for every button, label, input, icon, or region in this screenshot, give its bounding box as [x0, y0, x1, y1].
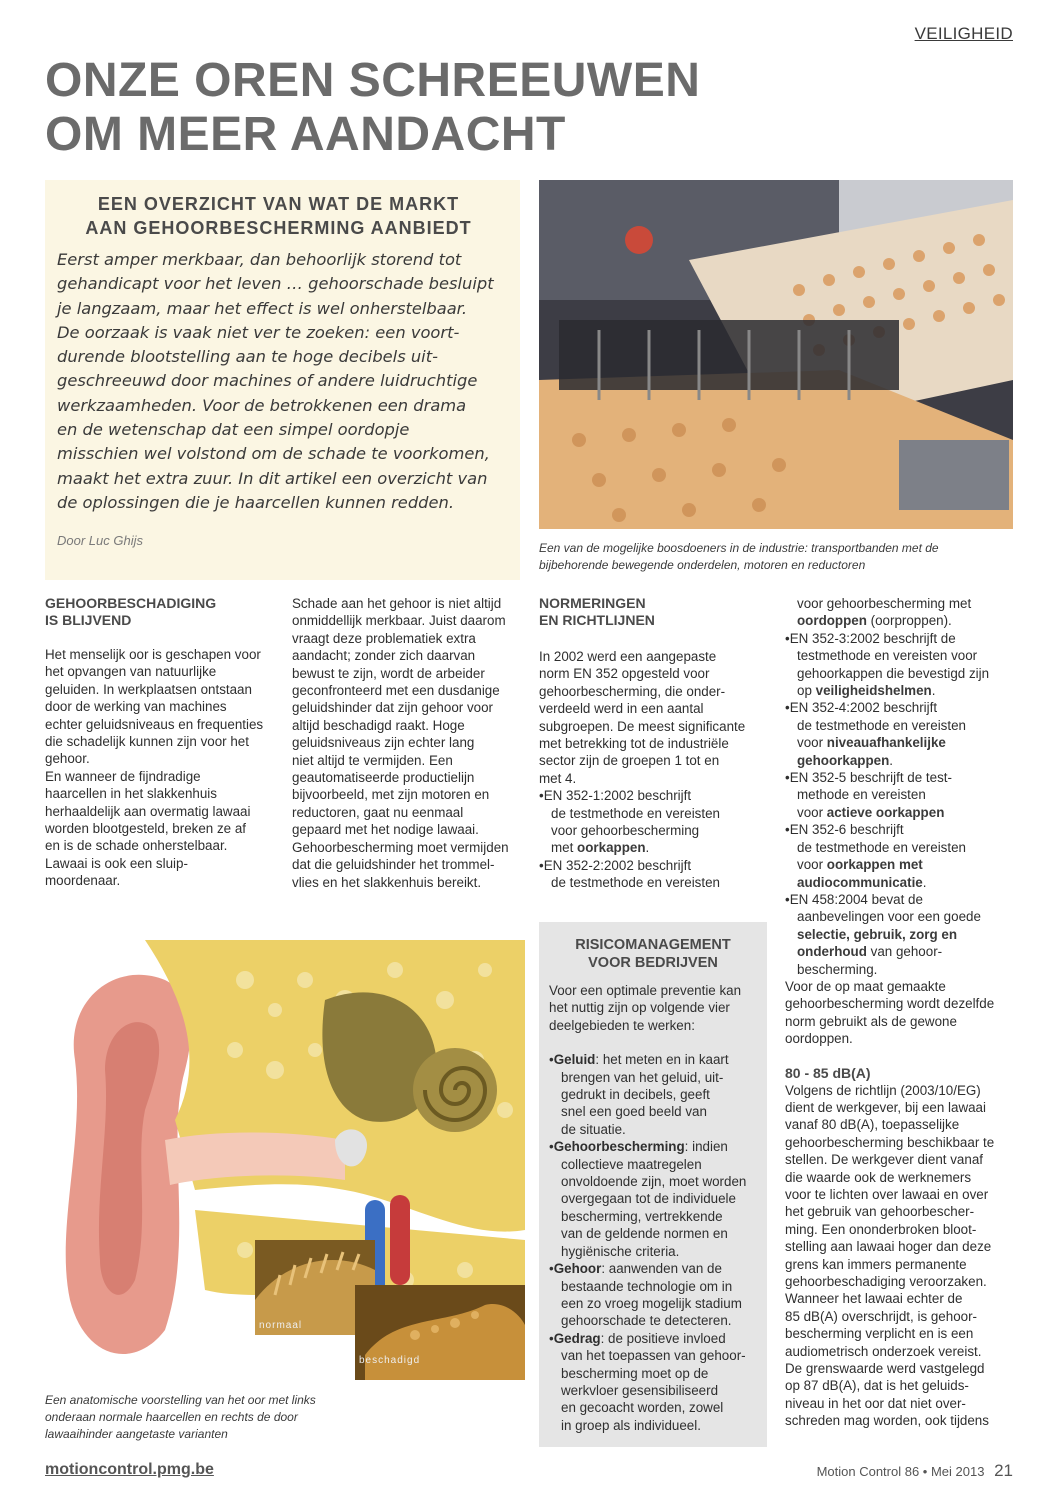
text-line: op 87 dB(A), dat is het geluids-	[785, 1378, 969, 1394]
caption-line: Een anatomische voorstelling van het oor met links	[45, 1393, 316, 1407]
list-item-line: de testmethode en vereisten	[551, 875, 720, 891]
list-item-line	[785, 804, 1015, 821]
footer-info	[817, 1461, 1013, 1481]
list-item-line: de testmethode en vereisten	[551, 805, 720, 821]
bold-term: oordoppen	[797, 613, 867, 629]
text-fragment: : het meten en in kaart	[595, 1052, 729, 1068]
text-line: geluiden. In werkplaatsen ontstaan	[45, 681, 252, 697]
intro-heading-line: EEN OVERZICHT VAN WAT DE MARKT	[97, 194, 460, 214]
column-3	[539, 595, 769, 892]
website-link[interactable]: motioncontrol.pmg.be	[45, 1461, 214, 1478]
image-label: normaal	[259, 1320, 303, 1331]
text-line: worden blootgesteld, breken ze af	[45, 821, 246, 837]
text-line: audiometrisch onderzoek vereist.	[785, 1343, 982, 1359]
list-item-line: werkvloer gesensibiliseerd	[561, 1382, 719, 1398]
text-line: vanaf 80 dB(A), toepasselijke	[785, 1117, 960, 1133]
intro-line: en de wetenschap dat een simpel oordopje	[57, 420, 410, 440]
list-item-line: collectieve maatregelen	[561, 1156, 702, 1172]
list-item: •EN 352-5 beschrijft de test-	[785, 770, 952, 786]
text-line: gehoorbescherming wordt dezelfde	[785, 996, 995, 1012]
text-line: Schade aan het gehoor is niet altijd	[292, 596, 502, 611]
list-item-line: van de geldende normen en	[561, 1226, 728, 1242]
list-item-line: audiocommunicatie.	[797, 874, 927, 890]
section-heading	[539, 595, 769, 629]
bold-term: Gedrag	[553, 1330, 601, 1346]
text-line: moordenaar.	[45, 873, 121, 889]
page-title	[45, 54, 745, 162]
heading-line: VOOR BEDRIJVEN	[588, 955, 718, 971]
text-line: onmiddellijk merkbaar. Juist daarom	[292, 613, 506, 629]
bold-term: Gehoorbescherming	[553, 1139, 685, 1155]
list-item-line: hygiënische criteria.	[561, 1243, 680, 1259]
intro-text	[57, 248, 500, 515]
column-4	[785, 595, 1015, 1430]
list-item-line: bescherming moet op de	[561, 1365, 709, 1381]
text-line: vlies en het slakkenhuis bereikt.	[292, 874, 482, 890]
risk-management-box	[539, 922, 767, 1447]
text-line: subgroepen. De meest significante	[539, 718, 746, 734]
damaged-haircells-photo	[355, 1285, 525, 1380]
page-number: 21	[994, 1461, 1013, 1480]
text-line: met 4.	[539, 770, 577, 786]
list-item: •EN 352-2:2002 beschrijft	[539, 857, 692, 873]
text-fragment: voor	[797, 857, 827, 873]
text-line: geluidshinder dat zijn gehoor voor	[292, 700, 493, 716]
intro-heading	[57, 192, 500, 240]
list-item-line: gehoorkappen.	[797, 752, 893, 768]
text-line: gehoor.	[45, 751, 90, 767]
text-fragment: voor	[797, 735, 827, 751]
list-item-line	[785, 856, 1015, 873]
bold-term: audiocommunicatie	[797, 874, 923, 890]
section-label: VEILIGHEID	[914, 24, 1013, 43]
text-line: grens kan immers permanente	[785, 1256, 967, 1272]
list-item-line: voor gehoorbescherming	[551, 823, 700, 839]
heading-line: NORMERINGEN	[539, 595, 646, 611]
list-item-line: snel een goed beeld van	[561, 1104, 707, 1120]
text-line: gepaard met het nodige lawaai.	[292, 822, 479, 838]
list-item-line: de testmethode en vereisten	[797, 839, 966, 855]
text-line: niveau in het oor dat niet over-	[785, 1395, 966, 1411]
text-line: geautomatiseerde productielijn	[292, 770, 475, 786]
heading-line: RISICOMANAGEMENT	[575, 937, 731, 953]
list-item: •EN 352-1:2002 beschrijft	[539, 788, 692, 804]
list-item-line: de testmethode en vereisten	[797, 717, 966, 733]
photo-caption	[539, 540, 1013, 574]
conveyor-photo	[539, 180, 1013, 529]
list-item-line: brengen van het geluid, uit-	[561, 1069, 724, 1085]
text-line: herhaaldelijk aan overmatig lawaai	[45, 803, 251, 819]
text-line: gehoorbescherming beschikbaar te	[785, 1134, 995, 1150]
title-line: OM MEER AANDACHT	[45, 108, 566, 161]
text-line: gehoorbescherming, die onder-	[539, 683, 726, 699]
list-item: •EN 352-6 beschrijft	[785, 822, 904, 838]
intro-line: gehandicapt voor het leven … gehoorschade besluipt	[57, 274, 494, 294]
text-line: stellen. De werkgever dient vanaf	[785, 1152, 983, 1168]
title-line: ONZE OREN SCHREEUWEN	[45, 54, 701, 107]
text-line: echter geluidsniveaus en frequenties	[45, 716, 264, 732]
text-line: En wanneer de fijndradige	[45, 768, 201, 784]
list-item-line: voor gehoorbescherming met	[797, 596, 972, 611]
text-line: Het menselijk oor is geschapen voor	[45, 647, 261, 662]
text-line: deelgebieden te werken:	[549, 1017, 695, 1033]
text-fragment: : indien	[684, 1139, 728, 1155]
text-line: bijvoorbeeld, met zijn motoren en	[292, 787, 490, 803]
column-1	[45, 595, 275, 890]
list-item-line	[785, 943, 1015, 960]
intro-line: de oplossingen die je haarcellen kunnen redden.	[57, 492, 455, 512]
text-line: geconfronteerd met een dusdanige	[292, 683, 500, 699]
text-line: Voor de op maat gemaakte	[785, 978, 946, 994]
list-item: •EN 352-4:2002 beschrijft	[785, 700, 938, 716]
text-line: dat die geluidshinder het trommel-	[292, 857, 495, 873]
text-line: sector zijn de groepen 1 tot en	[539, 753, 720, 769]
issue-label: Motion Control 86 • Mei 2013	[816, 1464, 985, 1479]
list-item: •Gehoorbescherming: indien	[549, 1139, 728, 1155]
text-line: Wanneer het lawaai echter de	[785, 1291, 963, 1307]
bold-term: niveauafhankelijke	[826, 735, 946, 751]
ear-caption	[45, 1392, 345, 1443]
text-line: Voor een optimale preventie kan	[549, 983, 742, 998]
list-item-line: methode en vereisten	[797, 787, 926, 803]
text-fragment: : de positieve invloed	[600, 1330, 726, 1346]
text-line: ming. Een ononderbroken bloot-	[785, 1221, 977, 1237]
text-line: 85 dB(A) overschrijdt, is gehoor-	[785, 1308, 978, 1324]
caption-line: onderaan normale haarcellen en rechts de door	[45, 1410, 298, 1424]
list-item-line: bescherming, vertrekkende	[561, 1208, 723, 1224]
bold-term: actieve oorkappen	[826, 804, 945, 820]
list-item-line: op veiligheidshelmen.	[797, 683, 936, 699]
text-line: Lawaai is ook een sluip-	[45, 855, 188, 871]
list-item-line: onvoldoende zijn, moet worden	[561, 1174, 747, 1190]
text-line: het gebruik van gehoorbescher-	[785, 1204, 975, 1220]
intro-line: Eerst amper merkbaar, dan behoorlijk storend tot	[57, 250, 462, 269]
intro-line: durende blootstelling aan te hoge decibels uit-	[57, 347, 438, 367]
list-item-line: een zo vroeg mogelijk stadium	[561, 1295, 742, 1311]
text-fragment: van gehoor-	[866, 944, 943, 960]
text-line: dient de werkgever, bij een lawaai	[785, 1099, 986, 1115]
list-item-line	[785, 734, 1015, 751]
bold-term: selectie, gebruik, zorg en	[797, 926, 957, 942]
text-fragment: voor	[797, 804, 827, 820]
list-item: •Gehoor: aanwenden van de	[549, 1261, 722, 1277]
text-line: niet altijd te vermijden. Een	[292, 752, 453, 768]
list-item-line: en gecoacht worden, zowel	[561, 1400, 724, 1416]
text-line: schreden mag worden, ook tijdens	[785, 1413, 989, 1429]
bold-term: onderhoud	[797, 944, 867, 960]
text-line: gehoorbeschadiging veroorzaken.	[785, 1274, 987, 1290]
list-item: •Gedrag: de positieve invloed	[549, 1330, 726, 1346]
intro-line: geschreeuwd door machines of andere luidruchtige	[57, 371, 478, 391]
text-line: voor te lichten over lawaai en over	[785, 1187, 989, 1202]
text-line: verdeeld werd in een aantal	[539, 701, 704, 717]
caption-line: Een van de mogelijke boosdoeners in de industrie: transportbanden met de	[539, 541, 939, 555]
intro-line: je langzaam, maar het effect is wel onherstelbaar.	[57, 298, 468, 318]
conveyor-illustration	[539, 180, 1013, 529]
list-item: •Geluid: het meten en in kaart	[549, 1052, 729, 1068]
heading-line: IS BLIJVEND	[45, 612, 132, 628]
text-line: oordoppen.	[785, 1031, 853, 1047]
text-line: norm gebruikt als de gewone	[785, 1013, 957, 1029]
intro-box	[45, 180, 520, 580]
text-line: die waarde ook de werknemers	[785, 1169, 972, 1185]
caption-line: lawaaihinder aangetaste varianten	[45, 1427, 228, 1441]
section-heading	[45, 595, 275, 629]
text-line: bewust te zijn, wordt de arbeider	[292, 665, 485, 681]
caption-line: bijbehorende bewegende onderdelen, motoren en reductoren	[539, 558, 866, 572]
text-line: die schadelijk kunnen zijn voor het	[45, 734, 249, 750]
heading-line: GEHOORBESCHADIGING	[45, 595, 217, 611]
text-line: het opvangen van natuurlijke	[45, 664, 217, 680]
text-fragment: met	[551, 840, 578, 856]
text-line: met betrekking tot de industriële	[539, 736, 729, 752]
list-item-line: gedrukt in decibels, geeft	[561, 1087, 710, 1103]
list-item-line: van het toepassen van gehoor-	[561, 1348, 746, 1364]
text-line: Volgens de richtlijn (2003/10/EG)	[785, 1082, 981, 1098]
text-line: reductoren, gaat nu eenmaal	[292, 804, 464, 820]
bold-term: oorkappen	[577, 840, 646, 856]
text-line: norm EN 352 opgesteld voor	[539, 666, 710, 682]
list-item-line: overgegaan tot de individuele	[561, 1191, 736, 1207]
text-line: altijd beschadigd raakt. Hoge	[292, 717, 465, 733]
intro-line: misschien wel volstond om de schade te voorkomen,	[57, 444, 490, 464]
text-line: vraagt deze problematiek extra	[292, 630, 476, 646]
list-item-line: bescherming.	[797, 961, 878, 977]
list-item-line: in groep als individueel.	[561, 1417, 701, 1433]
list-item-line: de situatie.	[561, 1121, 626, 1137]
text-line: bescherming verplicht en is een	[785, 1326, 974, 1342]
list-item-line	[785, 926, 1015, 943]
bold-term: Gehoor	[553, 1261, 602, 1277]
list-item-line: bestaande technologie om in	[561, 1278, 733, 1294]
text-line: De grenswaarde werd vastgelegd	[785, 1361, 985, 1377]
list-item-line: gehoorschade te detecteren.	[561, 1313, 732, 1329]
text-line: het nuttig zijn op volgende vier	[549, 1000, 730, 1016]
intro-heading-line: AAN GEHOORBESCHERMING AANBIEDT	[85, 218, 472, 238]
list-item-line: met oorkappen.	[551, 840, 650, 856]
list-item-line	[785, 612, 1015, 629]
list-item: •EN 458:2004 bevat de	[785, 891, 923, 907]
text-line: geluidsniveaus zijn echter lang	[292, 735, 475, 751]
text-line: Gehoorbescherming moet vermijden	[292, 839, 509, 855]
intro-line: maakt het extra zuur. In dit artikel een overzicht van	[57, 468, 488, 488]
list-item-line: testmethode en vereisten voor	[797, 648, 978, 664]
text-line: stelling aan lawaai hoger dan deze	[785, 1239, 992, 1255]
bold-term: gehoorkappen	[797, 752, 890, 768]
intro-line: werkzaamheden. Voor de betrokkenen een drama	[57, 395, 467, 415]
sub-heading: 80 - 85 dB(A)	[785, 1064, 871, 1081]
box-heading	[549, 936, 757, 972]
text-line: door de werking van machines	[45, 699, 227, 715]
intro-line: De oorzaak is vaak niet ver te zoeken: een voort-	[57, 322, 460, 342]
list-item-line: aanbevelingen voor een goede	[797, 909, 981, 925]
column-2	[292, 595, 522, 891]
text-fragment: (oorproppen).	[866, 613, 952, 629]
list-item: •EN 352-3:2002 beschrijft de	[785, 630, 956, 646]
text-line: en is de schade onherstelbaar.	[45, 838, 228, 854]
bold-term: veiligheidshelmen	[815, 683, 932, 699]
text-line: haarcellen in het slakkenhuis	[45, 786, 217, 802]
bold-term: oorkappen met	[826, 857, 923, 873]
text-fragment: : aanwenden van de	[601, 1261, 722, 1277]
text-line: aandacht; zonder zich daarvan	[292, 648, 476, 664]
heading-line: EN RICHTLIJNEN	[539, 612, 655, 628]
ear-anatomy-illustration	[45, 940, 525, 1380]
byline: Door Luc Ghijs	[57, 533, 143, 549]
text-line: In 2002 werd een aangepaste	[539, 649, 717, 664]
image-label: beschadigd	[359, 1355, 421, 1366]
list-item-line: gehoorkappen die bevestigd zijn	[797, 665, 990, 681]
text-fragment: op	[797, 683, 816, 699]
bold-term: Geluid	[553, 1052, 596, 1068]
